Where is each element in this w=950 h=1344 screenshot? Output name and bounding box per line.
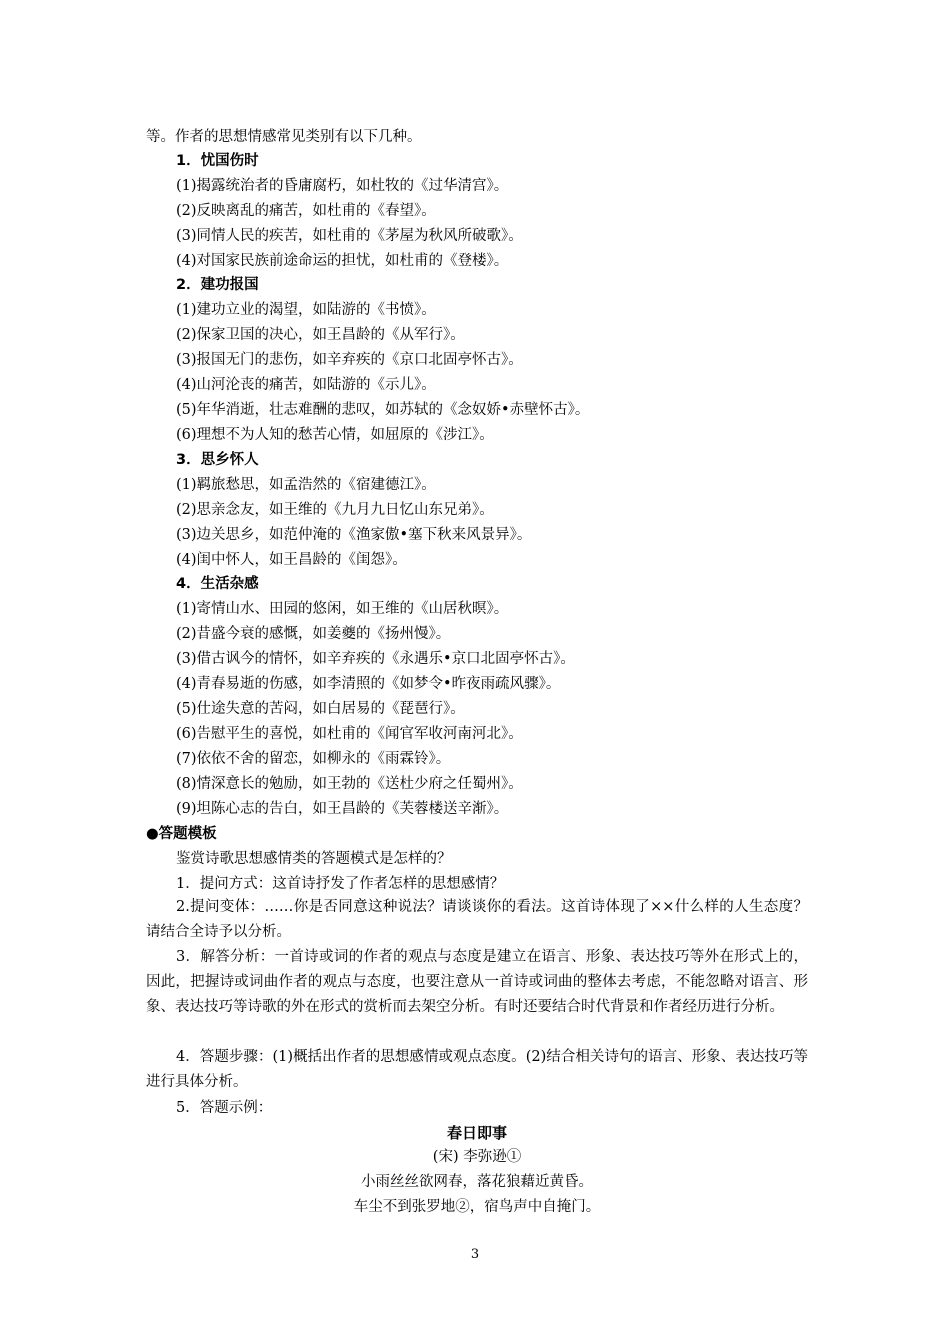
list-item: (6)告慰平生的喜悦，如杜甫的《闻官军收河南河北》。: [176, 726, 523, 742]
list-item: (6)理想不为人知的愁苦心情，如屈原的《涉江》。: [176, 427, 494, 443]
intro-line: 等。作者的思想情感常见类别有以下几种。: [146, 129, 422, 145]
list-item: (3)边关思乡，如范仲淹的《渔家傲•塞下秋来风景异》。: [176, 527, 532, 543]
step-3: 3．解答分析：一首诗或词的作者的观点与态度是建立在语言、形象、表达技巧等外在形式上的，因此，把握诗或词曲作者的观点与态度，也要注意从一首诗或词曲的整体去考虑，不能忽略对语言、形象、表达技巧等诗歌的外在形式的赏析而去架空分析。有时还要结合时代背景和作者经历进行分析。: [146, 949, 808, 1015]
step-1: 1．提问方式：这首诗抒发了作者怎样的思想感情？: [176, 876, 505, 892]
list-item: (4)闺中怀人，如王昌龄的《闺怨》。: [176, 552, 407, 568]
list-item: (2)思亲念友，如王维的《九月九日忆山东兄弟》。: [176, 502, 494, 518]
poem-title: 春日即事: [446, 1124, 507, 1142]
poem-author: (宋) 李弥逊①: [432, 1149, 522, 1165]
section-heading: 1．忧国伤时: [176, 153, 259, 169]
poem-line: 车尘不到张罗地②，宿鸟声中自掩门。: [353, 1199, 601, 1215]
template-question: 鉴赏诗歌思想感情类的答题模式是怎样的？: [176, 851, 452, 867]
list-item: (9)坦陈心志的告白，如王昌龄的《芙蓉楼送辛渐》。: [176, 801, 509, 817]
list-item: (8)情深意长的勉励，如王勃的《送杜少府之任蜀州》。: [176, 776, 523, 792]
section-heading: 3．思乡怀人: [176, 452, 259, 468]
list-item: (1)羁旅愁思，如孟浩然的《宿建德江》。: [176, 477, 436, 493]
section-heading: 2．建功报国: [176, 277, 259, 293]
template-heading: ●答题模板: [146, 826, 217, 842]
list-item: (3)借古讽今的情怀，如辛弃疾的《永遇乐•京口北固亭怀古》。: [176, 651, 575, 667]
list-item: (5)年华消逝，壮志难酬的悲叹，如苏轼的《念奴娇•赤壁怀古》。: [176, 402, 590, 418]
list-item: (4)青春易逝的伤感，如李清照的《如梦令•昨夜雨疏风骤》。: [176, 676, 561, 692]
list-item: (4)山河沦丧的痛苦，如陆游的《示儿》。: [176, 377, 436, 393]
poem-line: 小雨丝丝欲网春，落花狼藉近黄昏。: [361, 1174, 593, 1190]
list-item: (1)揭露统治者的昏庸腐朽，如杜牧的《过华清宫》。: [176, 178, 509, 194]
list-item: (5)仕途失意的苦闷，如白居易的《琵琶行》。: [176, 701, 465, 717]
section-heading: 4．生活杂感: [176, 576, 259, 592]
step-2: 2.提问变体：……你是否同意这种说法？请谈谈你的看法。这首诗体现了××什么样的人生态度？请结合全诗予以分析。: [146, 899, 808, 940]
list-item: (3)报国无门的悲伤，如辛弃疾的《京口北固亭怀古》。: [176, 352, 523, 368]
list-item: (1)建功立业的渴望，如陆游的《书愤》。: [176, 302, 436, 318]
step-4: 4．答题步骤：(1)概括出作者的思想感情或观点态度。(2)结合相关诗句的语言、形象、表达技巧等进行具体分析。: [146, 1049, 808, 1090]
list-item: (1)寄情山水、田园的悠闲，如王维的《山居秋暝》。: [176, 601, 509, 617]
list-item: (2)保家卫国的决心，如王昌龄的《从军行》。: [176, 327, 465, 343]
step-5: 5．答题示例：: [176, 1100, 273, 1116]
list-item: (2)反映离乱的痛苦，如杜甫的《春望》。: [176, 203, 436, 219]
list-item: (7)依依不舍的留恋，如柳永的《雨霖铃》。: [176, 751, 451, 767]
list-item: (4)对国家民族前途命运的担忧，如杜甫的《登楼》。: [176, 253, 509, 269]
page-number: 3: [470, 1247, 480, 1262]
list-item: (2)昔盛今衰的感慨，如姜夔的《扬州慢》。: [176, 626, 451, 642]
list-item: (3)同情人民的疾苦，如杜甫的《茅屋为秋风所破歌》。: [176, 228, 523, 244]
